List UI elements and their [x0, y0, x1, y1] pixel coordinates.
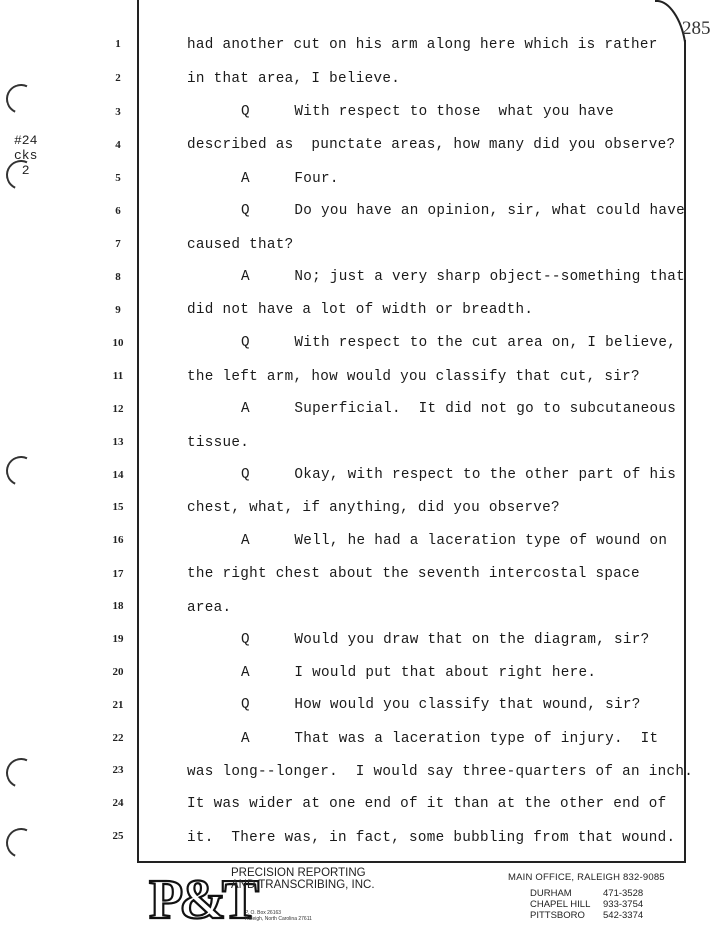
transcript-line: described as punctate areas, how many did you observe? — [187, 137, 676, 153]
line-number: 6 — [115, 205, 121, 217]
binder-punch-mark — [2, 452, 40, 490]
line-number: 8 — [115, 271, 121, 283]
logo-text: P&T — [149, 869, 256, 931]
line-number: 18 — [112, 600, 124, 612]
line-number: 1 — [115, 38, 121, 50]
company-name — [231, 867, 375, 891]
transcript-line: did not have a lot of width or breadth. — [187, 302, 534, 318]
transcript-line: the left arm, how would you classify that cut, sir? — [187, 369, 640, 385]
page-number: 285 — [682, 18, 711, 39]
transcript-line: chest, what, if anything, did you observe? — [187, 500, 560, 516]
line-number: 9 — [115, 304, 121, 316]
frame-bottom-border — [137, 861, 685, 863]
line-number: 13 — [112, 436, 124, 448]
transcript-line: A I would put that about right here. — [170, 665, 597, 681]
transcript-line: had another cut on his arm along here which is rather — [187, 37, 658, 53]
office-phone: 542-3374 — [603, 910, 644, 921]
line-number: 2 — [115, 72, 121, 84]
office-city: CHAPEL HILL — [530, 899, 591, 910]
transcript-line: was long--longer. I would say three-quarters of an inch. — [187, 764, 694, 780]
office-city: DURHAM — [530, 888, 572, 899]
transcript-line: in that area, I believe. — [187, 71, 401, 87]
company-logo — [147, 868, 256, 931]
line-number: 21 — [112, 699, 124, 711]
transcript-line: A Superficial. It did not go to subcutaneous — [170, 401, 677, 417]
office-phone-row — [530, 899, 643, 910]
line-number: 22 — [112, 732, 124, 744]
line-number: 3 — [115, 106, 121, 118]
frame-right-border — [684, 40, 686, 863]
transcript-line: the right chest about the seventh intercostal space — [187, 566, 640, 582]
line-number: 5 — [115, 172, 121, 184]
transcript-line: It was wider at one end of it than at the other end of — [187, 796, 667, 812]
transcript-line: area. — [187, 600, 232, 616]
transcript-line: Q How would you classify that wound, sir? — [170, 697, 641, 713]
line-number: 10 — [112, 337, 124, 349]
transcript-line: Q Would you draw that on the diagram, sir? — [170, 632, 650, 648]
office-phone: 471-3528 — [603, 888, 644, 899]
transcript-line: tissue. — [187, 435, 250, 451]
line-number: 7 — [115, 238, 121, 250]
transcript-line: A Four. — [170, 171, 339, 187]
office-phone-list — [530, 888, 643, 921]
transcript-line: A Well, he had a laceration type of wound on — [170, 533, 668, 549]
address-line: P. O. Box 26163 — [245, 910, 282, 916]
transcript-line: it. There was, in fact, some bubbling from that wound. — [187, 830, 676, 846]
transcript-line: A No; just a very sharp object--something that — [170, 269, 686, 285]
company-name-line: PRECISION REPORTING — [231, 867, 366, 879]
office-phone: 933-3754 — [603, 899, 644, 910]
margin-note-line: 2 — [14, 163, 30, 178]
line-number: 16 — [112, 534, 124, 546]
line-number: 4 — [115, 139, 121, 151]
line-number: 20 — [112, 666, 124, 678]
margin-note — [14, 133, 37, 178]
address-line: Raleigh, North Carolina 27611 — [245, 916, 312, 922]
office-phone-row — [530, 888, 643, 899]
binder-punch-mark — [2, 824, 40, 862]
company-name-line: AND TRANSCRIBING, INC. — [231, 879, 375, 891]
transcript-line: Q Okay, with respect to the other part of his — [170, 467, 677, 483]
transcript-line: Q Do you have an opinion, sir, what could have — [170, 203, 686, 219]
binder-punch-mark — [2, 80, 40, 118]
line-number: 15 — [112, 501, 124, 513]
line-number: 17 — [112, 568, 124, 580]
line-number: 23 — [112, 764, 124, 776]
line-number: 19 — [112, 633, 124, 645]
line-number: 11 — [112, 370, 124, 382]
line-number: 25 — [112, 830, 124, 842]
binder-punch-mark — [2, 754, 40, 792]
company-address — [245, 910, 312, 922]
line-number: 24 — [112, 797, 124, 809]
transcript-line: caused that? — [187, 237, 294, 253]
transcript-line: A That was a laceration type of injury. It — [170, 731, 659, 747]
office-phone-row — [530, 910, 643, 921]
margin-note-line: #24 — [14, 133, 38, 148]
transcript-line: Q With respect to the cut area on, I believe, — [170, 335, 677, 351]
main-office: MAIN OFFICE, RALEIGH 832-9085 — [508, 872, 665, 883]
office-city: PITTSBORO — [530, 910, 585, 921]
transcript-line: Q With respect to those what you have — [170, 104, 614, 120]
margin-note-line: cks — [14, 148, 38, 163]
line-number: 12 — [112, 403, 124, 415]
frame-left-border — [137, 0, 139, 862]
line-number: 14 — [112, 469, 124, 481]
